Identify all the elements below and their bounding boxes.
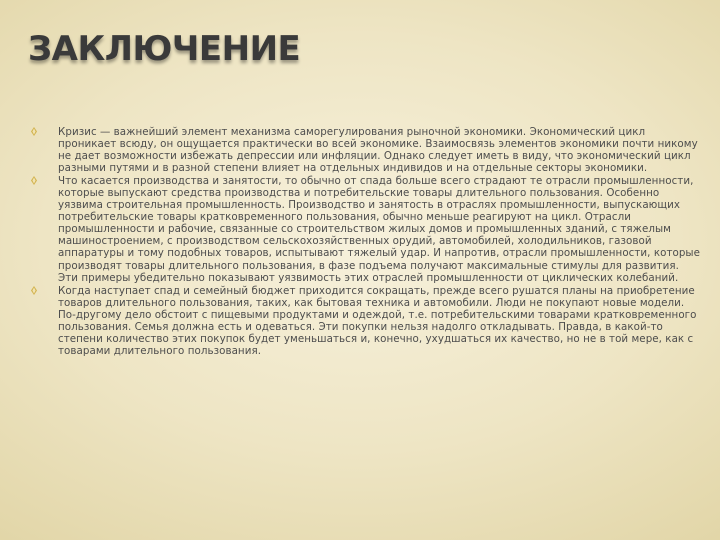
diamond-bullet-icon [31, 176, 37, 185]
bullet-text: Когда наступает спад и семейный бюджет приходится сокращать, прежде всего рушатся планы на приобретение товаров длительного пользования, таких, как бытовая техника и автомобили. Люди не покупают новые модели. По-другому дело обстоит с пищевыми продуктами и одеждой, т.е. потребительскими товарами кратковременного пользования. Семья должна есть и одеваться. Эти покупки нельзя надолго откладывать. Правда, в какой-то степени количество этих покупок будет уменьшаться и, конечно, ухудшаться их качество, но не в той мере, как с товарами длительного пользования. [58, 284, 697, 357]
diamond-bullet-icon [31, 127, 37, 136]
bullet-item [42, 126, 700, 174]
bullet-text: Что касается производства и занятости, то обычно от спада больше всего страдают те отрасли промышленности, которые выпускают средства производства и потребительские товары длительного пользования. Особенно уязвима строительная промышленность. Производство и занятость в отраслях промышленности, выпускающих потребительские товары кратковременного пользования, обычно меньше реагируют на цикл. Отрасли промышленности и рабочие, связанные со строительством жилых домов и промышленных зданий, с тяжелым машиностроением, с производством сельскохозяйственных орудий, автомобилей, холодильников, газовой аппаратуры и тому подобных товаров, испытывают тяжелый удар. И напротив, отрасли промышленности, которые производят товары длительного пользования, в фазе подъема получают максимальные стимулы для развития. Эти примеры убедительно показывают уязвимость этих отраслей промышленности от циклических колебаний. [58, 175, 700, 284]
diamond-bullet-icon [31, 286, 37, 295]
bullet-item [42, 175, 700, 283]
bullet-item [42, 285, 700, 357]
bullet-list [42, 126, 700, 358]
bullet-text: Кризис — важнейший элемент механизма саморегулирования рыночной экономики. Экономический цикл проникает всюду, он ощущается практически во всей экономике. Взаимосвязь элементов экономики почти никому не дает возможности избежать депрессии или инфляции. Однако следует иметь в виду, что экономический цикл разными путями и в разной степени влияет на отдельных индивидов и на отдельные секторы экономики. [58, 126, 698, 175]
slide-title: ЗАКЛЮЧЕНИЕ [28, 29, 301, 69]
